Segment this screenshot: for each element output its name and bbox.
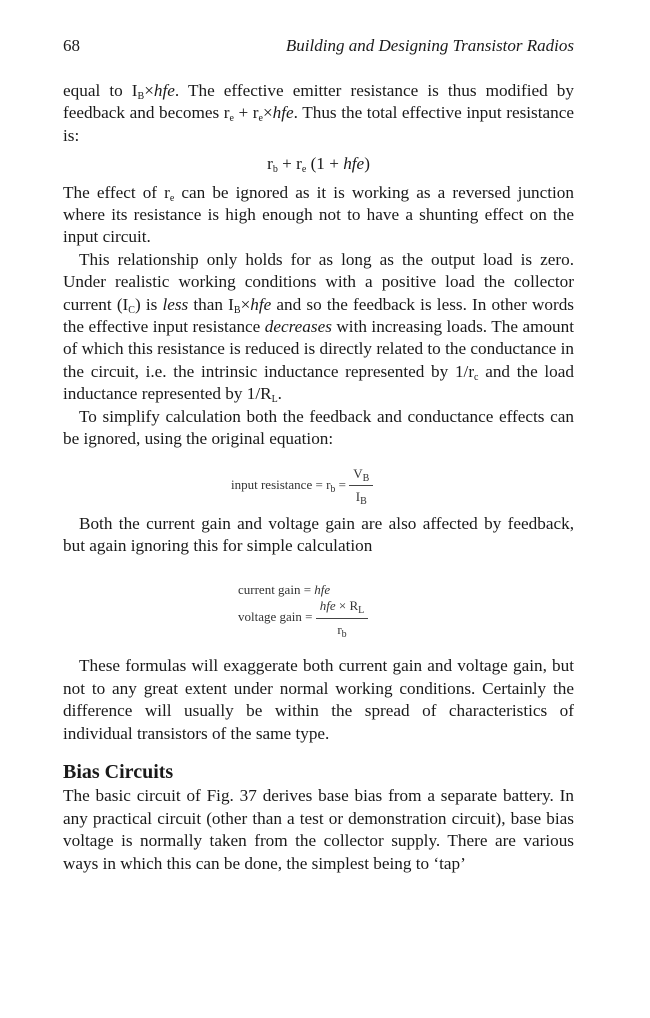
section-heading: Bias Circuits — [63, 760, 174, 783]
paragraph-5: Both the current gain and voltage gain are also affected by feedback, but again ignoring this for simple calculation — [63, 513, 574, 555]
paragraph-6: These formulas will exaggerate both current gain and voltage gain, but not to any great extent under normal working conditions. Certainly the difference will usually be within the spread of characteristics of individual transistors of the same type. — [63, 656, 574, 743]
paragraph-2: The effect of $r_e$ can be ignored as it is working as a reversed junction where its resistance is high enough not to have a shunting effect on the input circuit. — [63, 182, 574, 247]
paragraph-7: The basic circuit of Fig. 37 derives base bias from a separate battery. In any practical circuit (other than a test or demonstration circuit), base bias voltage is normally taken from the collector supply. There are various ways in which this can be done, the simplest being to ‘tap’ — [63, 786, 574, 873]
input-resistance-fraction: $\frac{V_B}{I_B}$ — [349, 463, 373, 509]
body-text — [63, 80, 574, 875]
paragraph-1: equal to $I_B\times hfe$. The effective emitter resistance is thus modified by feedback and becomes $r_e + r_e\times hfe$. Thus the total effective input resistance is: — [63, 81, 574, 145]
current-gain-equation: current gain = hfe — [238, 582, 331, 598]
running-title: Building and Designing Transistor Radios — [285, 36, 574, 55]
equation-gains — [63, 557, 574, 655]
equation-input-resistance: input resistance = $r_b$ = $\frac{V_B}{I_B}$ — [63, 451, 574, 513]
page-header — [63, 36, 574, 58]
paragraph-3: This relationship only holds for as long as the output load is zero. Under realistic working conditions with a positive load the collector current $(I_C)$ is less than $I_B\times hfe$ and so the feedback is less. In other words the effective input resistance decreases with increasing loads. The amount of which this resistance is reduced is directly related to the conductance in the circuit, i.e. the intrinsic inductance represented by $1/r_c$ and the load inductance represented by $1/R_L$. — [63, 249, 575, 406]
equation-total-input-resistance: $r_b + r_e$ (1 + hfe) — [267, 154, 370, 176]
voltage-gain-equation: voltage gain = $\frac{hfe \times R_L}{r_b}$ — [238, 595, 368, 641]
paragraph-4: To simplify calculation both the feedback and conductance effects can be ignored, using the original equation: — [63, 406, 574, 449]
voltage-gain-fraction: $\frac{hfe \times R_L}{r_b}$ — [316, 595, 369, 641]
page-number: 68 — [63, 36, 80, 55]
